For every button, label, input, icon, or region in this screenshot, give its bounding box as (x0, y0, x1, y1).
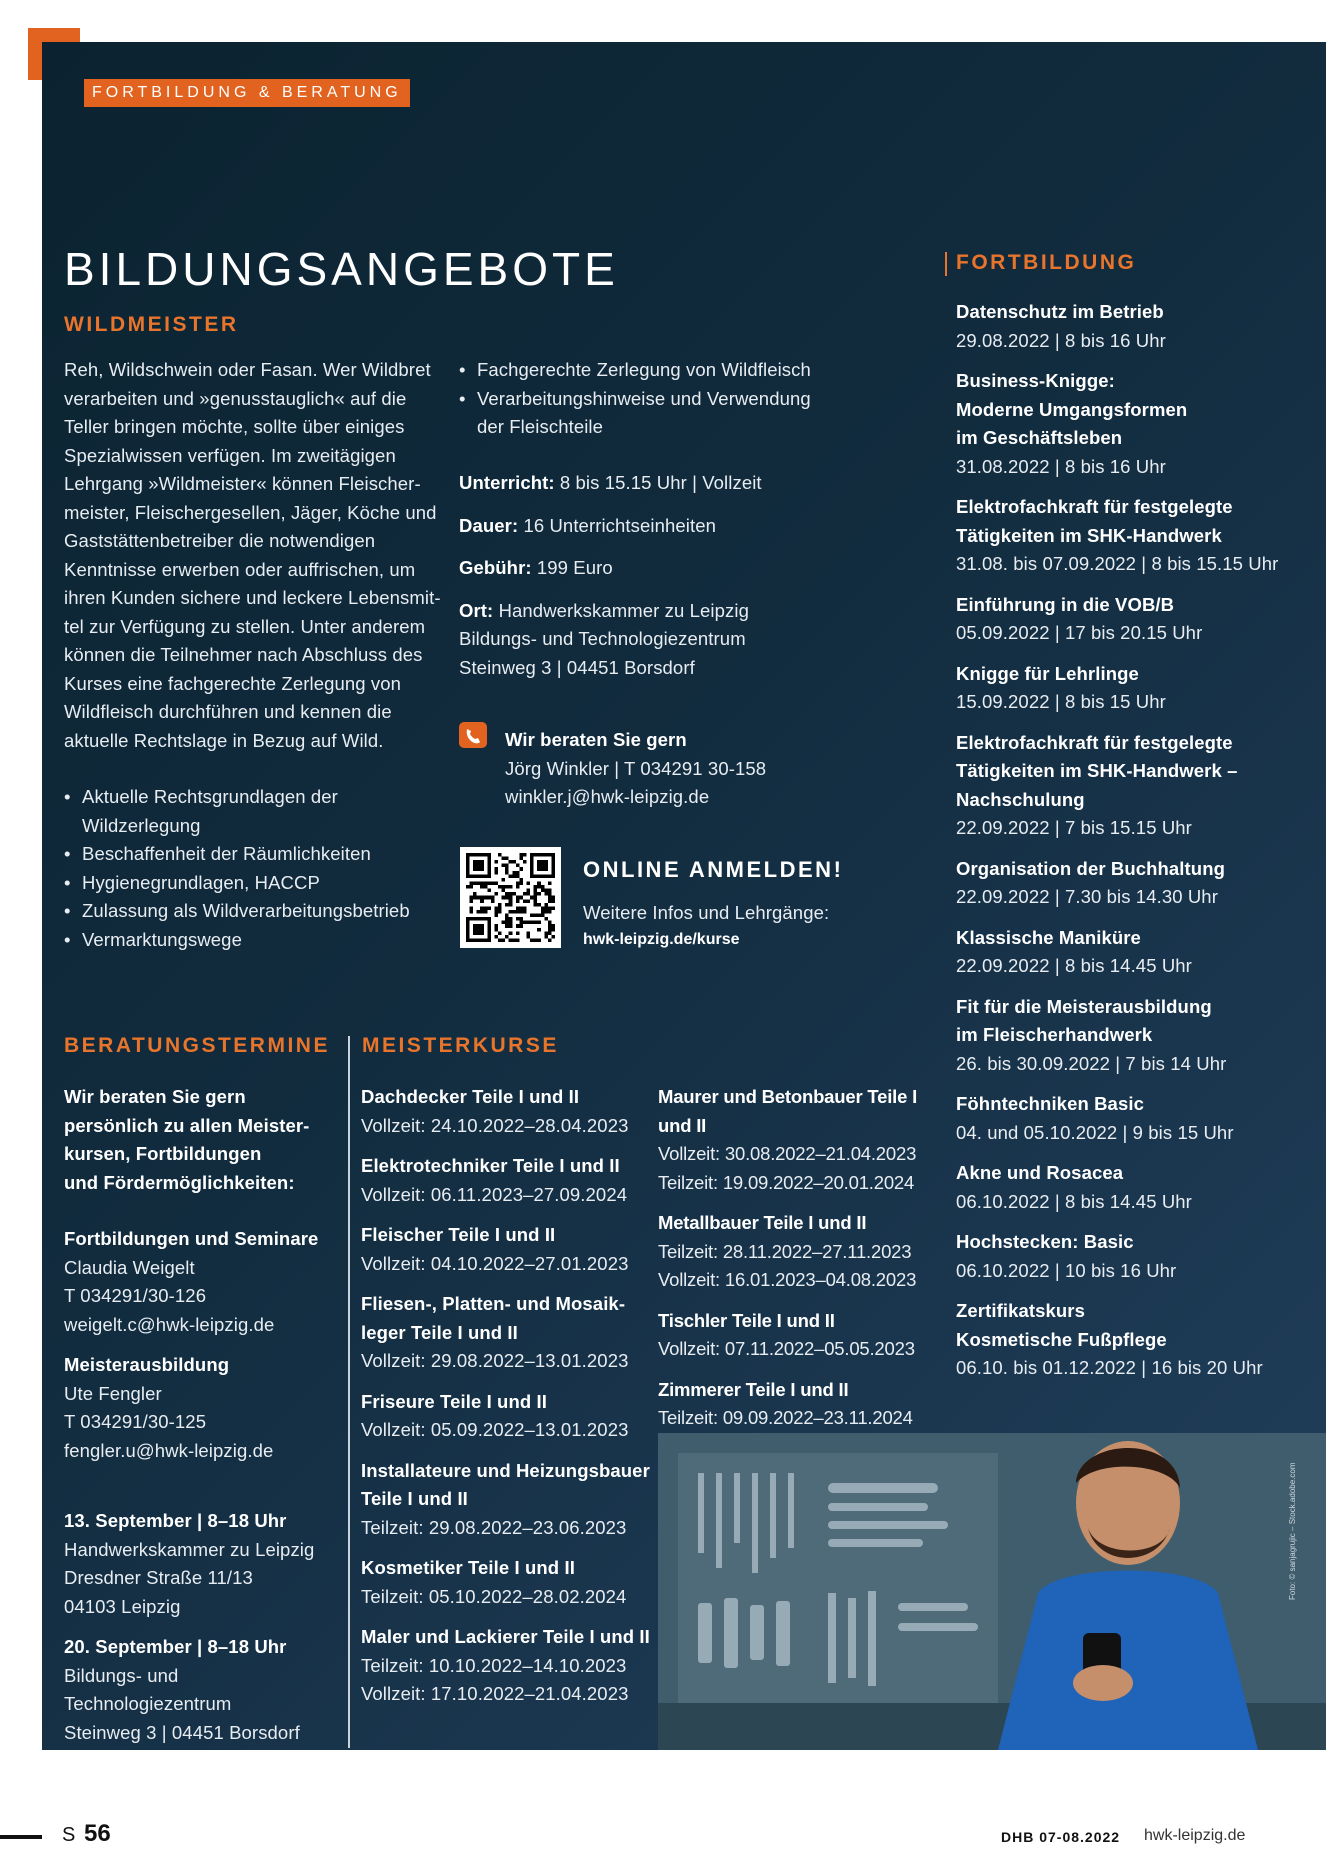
fortbildung-item (956, 493, 1324, 579)
meisterkurs-title: Installateure und Heizungsbauer (361, 1459, 650, 1481)
online-register-link[interactable]: hwk-leipzig.de/kurse (583, 931, 740, 948)
fortbildung-date: 22.09.2022 | 7 bis 15.15 Uhr (956, 817, 1192, 838)
meisterkurs-item (361, 1457, 656, 1543)
page-number: 56 (84, 1820, 111, 1847)
beratung-intro (64, 1083, 346, 1197)
meisterkurs-item (361, 1554, 656, 1611)
intro-line: Lehrgang »Wildmeister« können Fleischer- (64, 473, 421, 494)
beratung-intro-line: kursen, Fortbildungen (64, 1143, 262, 1164)
course-facts (459, 469, 859, 696)
photo-credit: Foto: © sanjagrujic – Stock.adobe.com (1288, 1462, 1297, 1600)
intro-line: Spezialwissen verfügen. Im zweitägigen (64, 444, 396, 466)
meisterkurse-column-1 (361, 1083, 656, 1721)
meisterkurs-item (361, 1152, 656, 1209)
beratung-date (64, 1507, 346, 1621)
fortbildung-date: 05.09.2022 | 17 bis 20.15 Uhr (956, 622, 1203, 643)
beratung-date-line: Handwerkskammer zu Leipzig (64, 1538, 315, 1560)
bullet-line: Wildzerlegung (82, 814, 201, 836)
fortbildung-title: Organisation der Buchhaltung (956, 857, 1226, 879)
intro-line: Teller bringen möchte, sollte über einiges (64, 416, 405, 437)
fortbildung-title: im Geschäftsleben (956, 427, 1123, 448)
fact-line (459, 554, 859, 583)
beratung-contact-line: Ute Fengler (64, 1382, 162, 1404)
bullet-line: der Fleischteile (477, 416, 604, 437)
fortbildung-date: 06.10. bis 01.12.2022 | 16 bis 20 Uhr (956, 1357, 1263, 1378)
fact-line (459, 654, 859, 683)
fortbildung-title: Knigge für Lehrlinge (956, 662, 1139, 684)
fortbildung-item (956, 1228, 1324, 1285)
fortbildung-item (956, 367, 1324, 481)
fortbildung-item (956, 660, 1324, 717)
meisterkurs-date: Vollzeit: 29.08.2022–13.01.2023 (361, 1350, 629, 1371)
meisterkurs-item (658, 1307, 953, 1364)
intro-line: meister, Fleischergesellen, Jäger, Köche und (64, 501, 437, 523)
fortbildung-item (956, 1090, 1324, 1147)
meisterkurs-title: Fleischer Teile I und II (361, 1224, 556, 1245)
meisterkurse-heading: MEISTERKURSE (362, 1034, 559, 1057)
fortbildung-date: 29.08.2022 | 8 bis 16 Uhr (956, 329, 1166, 351)
qr-code[interactable] (460, 847, 561, 948)
meisterkurs-date: Vollzeit: 05.09.2022–13.01.2023 (361, 1419, 629, 1440)
beratung-contact-line[interactable]: fengler.u@hwk-leipzig.de (64, 1439, 274, 1461)
meisterkurs-title: Tischler Teile I und II (658, 1309, 835, 1331)
fortbildung-item (956, 1159, 1324, 1216)
fact-item (459, 554, 859, 583)
fortbildung-heading: FORTBILDUNG (956, 251, 1137, 274)
meisterkurs-date: Vollzeit: 30.08.2022–21.04.2023 (658, 1143, 917, 1164)
beratung-contact-title: Meisterausbildung (64, 1354, 230, 1375)
fortbildung-date: 06.10.2022 | 10 bis 16 Uhr (956, 1259, 1177, 1281)
workshop-photo (658, 1433, 1326, 1750)
beratung-intro-line: Wir beraten Sie gern (64, 1086, 246, 1107)
fortbildung-title: Fit für die Meisterausbildung (956, 995, 1212, 1017)
bullet-item (64, 840, 454, 869)
beratung-contact (64, 1351, 346, 1465)
meisterkurs-title: Friseure Teile I und II (361, 1390, 547, 1412)
bullet-line: • Verarbeitungshinweise und Verwendung (477, 387, 811, 409)
fact-value: 16 Unterrichtseinheiten (523, 514, 717, 536)
intro-line: Gaststättenbetreiber die notwendigen (64, 530, 376, 551)
beratung-contact-line: Claudia Weigelt (64, 1256, 195, 1278)
beratung-heading: BERATUNGSTERMINE (64, 1034, 330, 1057)
contact-icon (459, 722, 487, 748)
fact-item (459, 512, 859, 541)
fortbildung-item (956, 924, 1324, 981)
fortbildung-date: 15.09.2022 | 8 bis 15 Uhr (956, 691, 1166, 712)
bullet-line: • Fachgerechte Zerlegung von Wildfleisch (477, 359, 811, 380)
fortbildung-item (956, 729, 1324, 843)
meisterkurse-column-2 (658, 1083, 953, 1445)
footer-rule (0, 1835, 42, 1839)
fortbildung-date: 22.09.2022 | 8 bis 14.45 Uhr (956, 955, 1192, 976)
fact-label: Ort: (459, 599, 499, 621)
fortbildung-date: 31.08. bis 07.09.2022 | 8 bis 15.15 Uhr (956, 553, 1279, 574)
online-register-heading: ONLINE ANMELDEN! (583, 857, 844, 882)
meisterkurs-date: Vollzeit: 07.11.2022–05.05.2023 (658, 1338, 915, 1359)
fortbildung-title: Föhntechniken Basic (956, 1093, 1144, 1114)
meisterkurs-title: Elektrotechniker Teile I und II (361, 1155, 620, 1176)
intro-line: Kenntnisse erwerben oder auffrischen, um (64, 558, 416, 580)
fortbildung-title: Nachschulung (956, 788, 1085, 810)
meisterkurs-date: Vollzeit: 06.11.2023–27.09.2024 (361, 1183, 628, 1205)
meisterkurs-item (361, 1221, 656, 1278)
beratung-date-title: 13. September | 8–18 Uhr (64, 1510, 287, 1531)
meisterkurs-title: Metallbauer Teile I und II (658, 1212, 867, 1233)
meisterkurs-title: leger Teile I und II (361, 1321, 518, 1343)
beratung-contact (64, 1225, 346, 1339)
meisterkurs-title: Zimmerer Teile I und II (658, 1378, 849, 1400)
bullet-item (64, 869, 454, 898)
beratung-block (64, 1083, 346, 1759)
bullet-item (64, 926, 454, 955)
fortbildung-title: Hochstecken: Basic (956, 1231, 1134, 1252)
fact-item (459, 469, 859, 498)
beratung-contact-title: Fortbildungen und Seminare (64, 1228, 319, 1249)
meisterkurs-item (361, 1290, 656, 1376)
fortbildung-item (956, 855, 1324, 912)
meisterkurs-date: Vollzeit: 17.10.2022–21.04.2023 (361, 1683, 629, 1704)
contact-block (505, 726, 865, 812)
fact-value: Steinweg 3 | 04451 Borsdorf (459, 656, 695, 678)
fortbildung-item (956, 1297, 1324, 1383)
fortbildung-list (956, 298, 1324, 1395)
bullet-line: • Beschaffenheit der Räumlichkeiten (82, 843, 371, 864)
fact-label: Gebühr: (459, 557, 537, 578)
beratung-contact-line: T 034291/30-125 (64, 1411, 207, 1432)
fortbildung-divider (945, 252, 947, 276)
bullet-item (459, 385, 859, 442)
meisterkurs-item (658, 1209, 953, 1295)
beratung-contact-line[interactable]: weigelt.c@hwk-leipzig.de (64, 1313, 275, 1335)
fortbildung-item (956, 591, 1324, 648)
fortbildung-title: Einführung in die VOB/B (956, 593, 1175, 615)
meisterkurs-date: Teilzeit: 28.11.2022–27.11.2023 (658, 1240, 912, 1262)
wildmeister-bullet-list-2 (459, 356, 859, 442)
contact-title: Wir beraten Sie gern (505, 729, 687, 750)
contact-email[interactable]: winkler.j@hwk-leipzig.de (505, 786, 710, 807)
fortbildung-title: Tätigkeiten im SHK-Handwerk (956, 524, 1222, 546)
beratung-intro-line: und Fördermöglichkeiten: (64, 1171, 295, 1193)
fact-value: Handwerkskammer zu Leipzig (498, 599, 749, 621)
fortbildung-title: Kosmetische Fußpflege (956, 1328, 1167, 1350)
fact-label: Dauer: (459, 514, 524, 536)
fact-item (459, 597, 859, 683)
bullet-line: • Vermarktungswege (82, 928, 242, 950)
fact-value: 8 bis 15.15 Uhr | Vollzeit (559, 472, 762, 493)
bullet-line: • Aktuelle Rechtsgrundlagen der (82, 786, 338, 807)
intro-line: aktuelle Rechtslage in Bezug auf Wild. (64, 729, 384, 751)
meisterkurs-date: Teilzeit: 09.09.2022–23.11.2024 (658, 1407, 913, 1428)
fact-value: Bildungs- und Technologiezentrum (459, 628, 746, 649)
fortbildung-title: Business-Knigge: (956, 370, 1115, 391)
fortbildung-item (956, 298, 1324, 355)
wildmeister-intro (64, 356, 454, 755)
meisterkurs-date: Teilzeit: 29.08.2022–23.06.2023 (361, 1516, 627, 1538)
section-kicker: FORTBILDUNG & BERATUNG (84, 79, 410, 107)
page-number-prefix: S (62, 1824, 76, 1846)
beratung-intro-line: persönlich zu allen Meister- (64, 1114, 310, 1136)
fortbildung-title: Klassische Maniküre (956, 926, 1141, 948)
fortbildung-date: 06.10.2022 | 8 bis 14.45 Uhr (956, 1190, 1192, 1212)
meisterkurs-date: Vollzeit: 24.10.2022–28.04.2023 (361, 1114, 629, 1136)
beratung-date (64, 1633, 346, 1747)
beratung-date-line: Bildungs- und Technologiezentrum (64, 1664, 232, 1714)
intro-line: tel zur Verfügung zu stellen. Unter anderem (64, 615, 426, 637)
fact-label: Unterricht: (459, 472, 560, 493)
fortbildung-title: Akne und Rosacea (956, 1162, 1124, 1183)
fact-line (459, 512, 859, 541)
fortbildung-title: Elektrofachkraft für festgelegte (956, 496, 1233, 517)
fact-line (459, 597, 859, 626)
bullet-item (64, 897, 454, 926)
bullet-item (459, 356, 859, 385)
issue-label: DHB 07-08.2022 (1001, 1829, 1121, 1845)
intro-line: verarbeiten und »genusstauglich« auf die (64, 387, 407, 409)
beratung-contact-line: T 034291/30-126 (64, 1285, 207, 1306)
fortbildung-title: im Fleischerhandwerk (956, 1024, 1153, 1045)
beratung-date-line: Steinweg 3 | 04451 Borsdorf (64, 1721, 300, 1743)
fortbildung-title: Elektrofachkraft für festgelegte (956, 731, 1233, 753)
fortbildung-item (956, 993, 1324, 1079)
beratung-date-title: 20. September | 8–18 Uhr (64, 1636, 287, 1657)
meisterkurs-title: Fliesen-, Platten- und Mosaik- (361, 1293, 626, 1314)
meisterkurs-title: Maurer und Betonbauer Teile I und II (658, 1086, 918, 1136)
intro-line: Kurses eine fachgerechte Zerlegung von (64, 672, 402, 694)
meisterkurs-title: Kosmetiker Teile I und II (361, 1557, 575, 1578)
meisterkurs-date: Teilzeit: 10.10.2022–14.10.2023 (361, 1654, 627, 1676)
bullet-line: • Hygienegrundlagen, HACCP (82, 871, 320, 893)
bullet-line: • Zulassung als Wildverarbeitungsbetrieb (82, 900, 410, 921)
beratung-date-line: Dresdner Straße 11/13 (64, 1567, 253, 1588)
intro-line: können die Teilnehmer nach Abschluss des (64, 644, 423, 665)
intro-line: Reh, Wildschwein oder Fasan. Wer Wildbret (64, 359, 431, 380)
fortbildung-title: Tätigkeiten im SHK-Handwerk – (956, 760, 1238, 781)
meisterkurs-title: Maler und Lackierer Teile I und II (361, 1626, 650, 1647)
wildmeister-heading: WILDMEISTER (64, 313, 239, 336)
fortbildung-date: 31.08.2022 | 8 bis 16 Uhr (956, 455, 1166, 477)
fact-line (459, 625, 859, 654)
meisterkurs-item (658, 1083, 953, 1197)
meisterkurs-item (361, 1388, 656, 1445)
meisterkurs-date: Vollzeit: 04.10.2022–27.01.2023 (361, 1252, 629, 1274)
fortbildung-date: 22.09.2022 | 7.30 bis 14.30 Uhr (956, 886, 1218, 907)
fact-value: 199 Euro (536, 557, 613, 578)
meisterkurs-item (658, 1376, 953, 1433)
wildmeister-bullet-list (64, 783, 454, 954)
meisterkurs-title: Dachdecker Teile I und II (361, 1086, 580, 1107)
online-register-text: Weitere Infos und Lehrgänge: (583, 902, 830, 923)
intro-line: ihren Kunden sichere und leckere Lebensmit- (64, 587, 441, 608)
fortbildung-date: 04. und 05.10.2022 | 9 bis 15 Uhr (956, 1121, 1234, 1143)
meisterkurs-item (361, 1623, 656, 1709)
fortbildung-title: Datenschutz im Betrieb (956, 301, 1164, 322)
fact-line (459, 469, 859, 498)
column-divider (348, 1036, 350, 1748)
fortbildung-title: Moderne Umgangsformen (956, 398, 1188, 420)
contact-phone: Jörg Winkler | T 034291 30-158 (505, 757, 767, 779)
beratung-date-line: 04103 Leipzig (64, 1595, 181, 1617)
meisterkurs-date: Teilzeit: 19.09.2022–20.01.2024 (658, 1171, 915, 1193)
fortbildung-title: Zertifikatskurs (956, 1300, 1085, 1321)
bullet-item (64, 783, 454, 840)
meisterkurs-item (361, 1083, 656, 1140)
site-url[interactable]: hwk-leipzig.de (1144, 1827, 1246, 1844)
page-title: BILDUNGSANGEBOTE (64, 243, 619, 295)
intro-line: Wildfleisch durchführen und kennen die (64, 701, 392, 722)
meisterkurs-date: Teilzeit: 05.10.2022–28.02.2024 (361, 1585, 627, 1607)
meisterkurs-date: Vollzeit: 16.01.2023–04.08.2023 (658, 1269, 917, 1290)
fortbildung-date: 26. bis 30.09.2022 | 7 bis 14 Uhr (956, 1052, 1227, 1074)
meisterkurs-title: Teile I und II (361, 1488, 468, 1509)
